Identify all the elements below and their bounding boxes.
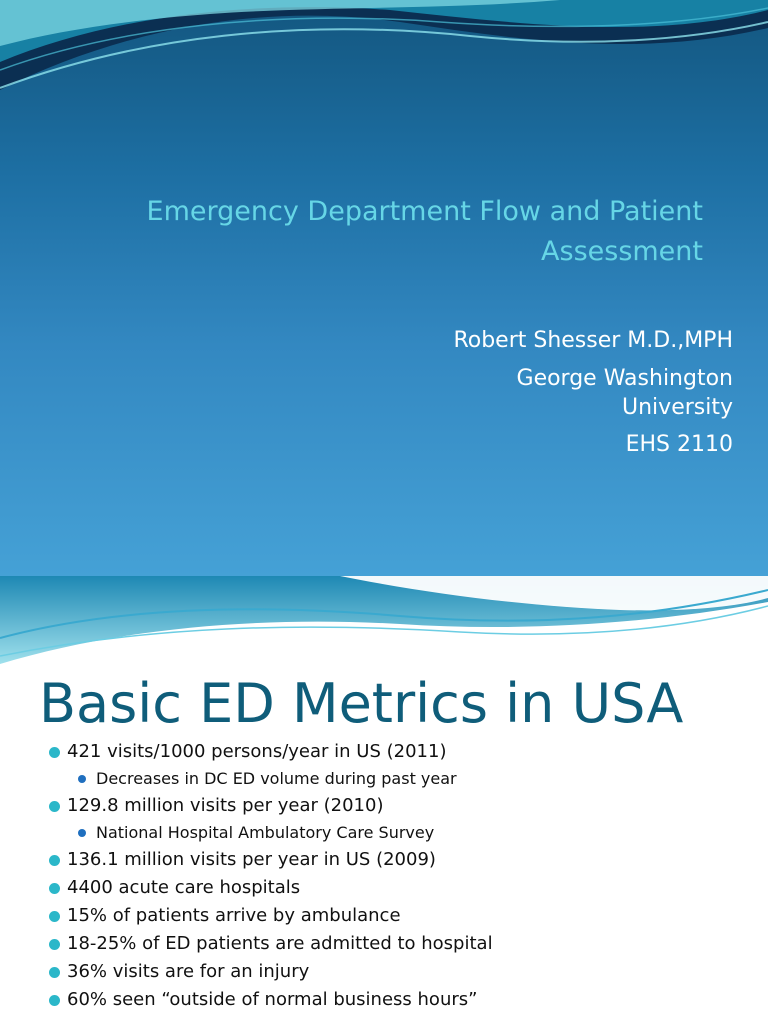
bullet-dot — [49, 967, 60, 978]
slide-title — [100, 192, 703, 272]
metrics-slide — [0, 576, 768, 1024]
bullet-dot — [49, 911, 60, 922]
slide-title-line1: Emergency Department Flow and Patient — [146, 196, 703, 227]
bullet-dot — [78, 775, 86, 783]
bullet-dot — [49, 883, 60, 894]
slide-title-line2: Assessment — [541, 236, 703, 267]
bullet-dot — [49, 747, 60, 758]
bullet-item: 15% of patients arrive by ambulance — [0, 902, 768, 930]
bullet-list — [0, 738, 768, 1014]
bullet-dot — [49, 939, 60, 950]
bullet-dot — [49, 801, 60, 812]
bullet-item: 4400 acute care hospitals — [0, 874, 768, 902]
bullet-item: 18-25% of ED patients are admitted to hospital — [0, 930, 768, 958]
bullet-item: 136.1 million visits per year in US (2009) — [0, 846, 768, 874]
sub-bullet-item: Decreases in DC ED volume during past year — [0, 766, 768, 792]
affiliation: George Washington University — [516, 366, 733, 420]
wave-decoration-top — [0, 576, 768, 666]
bullet-item: 129.8 million visits per year (2010) — [0, 792, 768, 820]
bullet-item: 421 visits/1000 persons/year in US (2011) — [0, 738, 768, 766]
bullet-dot — [49, 855, 60, 866]
course-code: EHS 2110 — [625, 432, 733, 457]
author-name: Robert Shesser M.D.,MPH — [453, 328, 733, 353]
bullet-dot — [49, 995, 60, 1006]
bullet-item: 36% visits are for an injury — [0, 958, 768, 986]
slide-title: Basic ED Metrics in USA — [39, 672, 684, 735]
sub-bullet-item: National Hospital Ambulatory Care Survey — [0, 820, 768, 846]
bullet-dot — [78, 829, 86, 837]
bullet-item: 60% seen “outside of normal business hours” — [0, 986, 768, 1014]
wave-decoration-top — [0, 0, 768, 120]
